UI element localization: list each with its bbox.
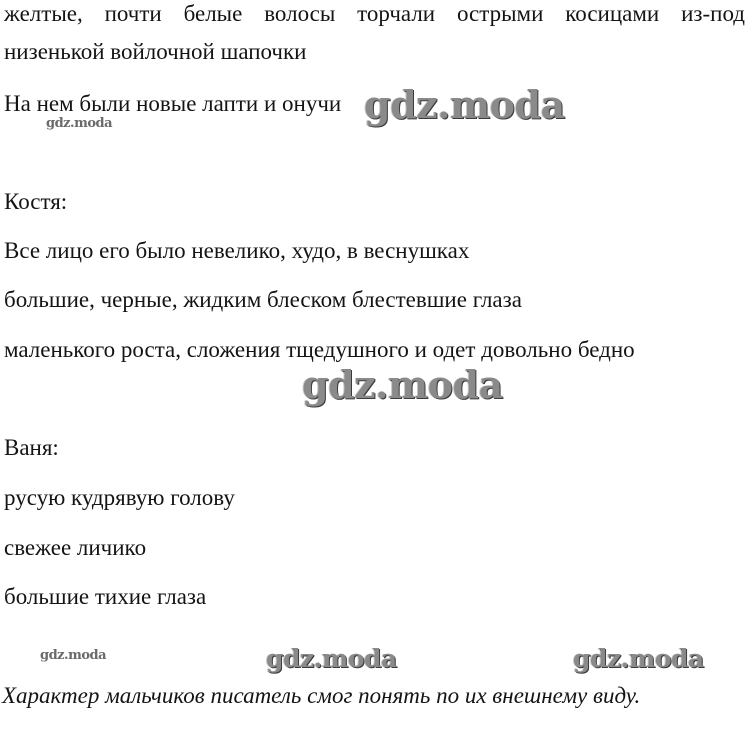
text-line-1: желтые, почти белые волосы торчали острыми косицами из-под bbox=[4, 1, 745, 26]
section-label-vanya: Ваня: bbox=[4, 435, 59, 460]
watermark-logo: gdz.moda bbox=[46, 116, 113, 131]
text-line-6: большие, черные, жидким блеском блестевшие глаза bbox=[4, 287, 522, 312]
watermark-logo: gdz.moda bbox=[573, 644, 704, 673]
text-line-11: большие тихие глаза bbox=[4, 584, 207, 609]
text-line-3: На нем были новые лапти и онучи bbox=[4, 91, 342, 116]
text-line-7: маленького роста, сложения тщедушного и одет довольно бедно bbox=[4, 337, 635, 362]
watermark-logo: gdz.moda bbox=[40, 648, 107, 663]
text-line-5: Все лицо его было невелико, худо, в веснушках bbox=[4, 238, 470, 263]
watermark-logo: gdz.moda bbox=[364, 82, 565, 127]
text-line-10: свежее личико bbox=[4, 535, 147, 560]
watermark-logo: gdz.moda bbox=[266, 644, 397, 673]
conclusion-line: Характер мальчиков писатель смог понять по их внешнему виду. bbox=[2, 683, 641, 708]
text-line-2: низенькой войлочной шапочки bbox=[4, 39, 307, 64]
section-label-kostya: Костя: bbox=[4, 189, 68, 214]
text-line-9: русую кудрявую голову bbox=[4, 485, 235, 510]
watermark-logo: gdz.moda bbox=[302, 362, 503, 407]
